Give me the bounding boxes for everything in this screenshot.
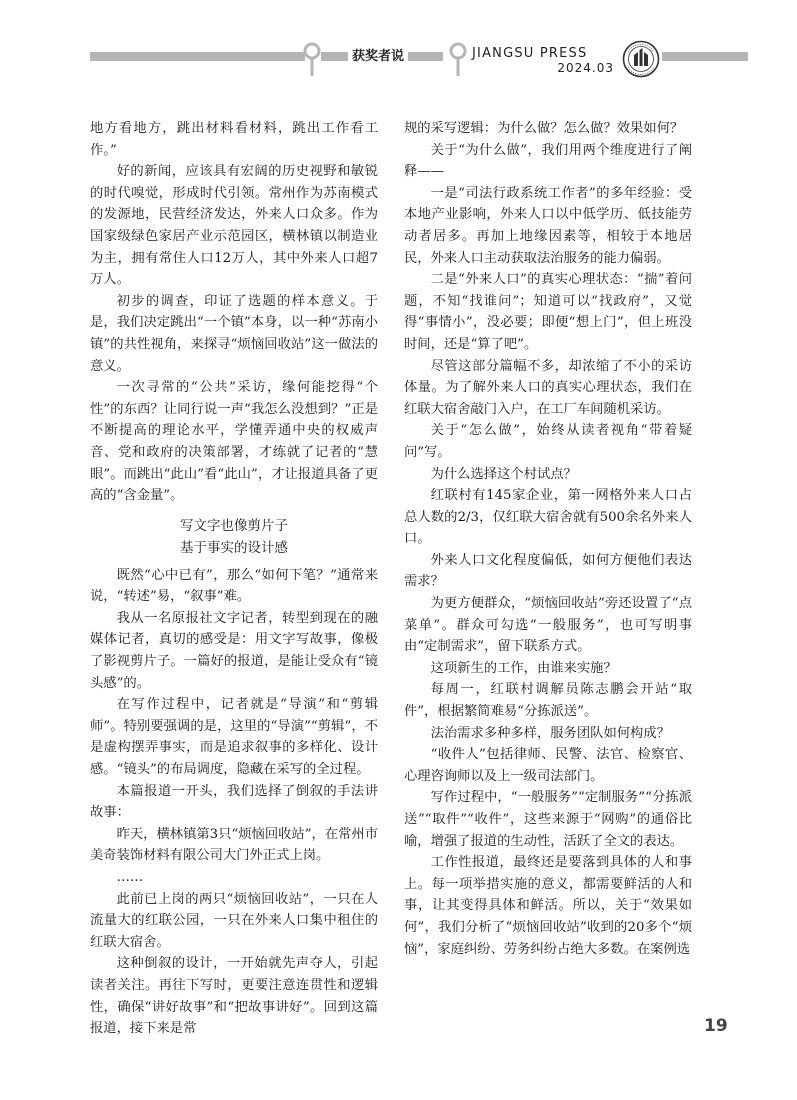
ellipsis: ……: [116, 870, 144, 885]
page-number: 19: [704, 1016, 728, 1036]
paragraph: 红联村有145家企业，第一网格外来人口占总人数的2/3，仅红联大宿舍就有500余名外来人口。: [404, 488, 692, 547]
paragraph: 地方看地方，跳出材料看材料，跳出工作看工作。”: [90, 121, 378, 158]
quoted-paragraph: 此前已上岗的两只“烦恼回收站”，一只在人流量大的红联公园，一只在外来人口集中租住的红联大宿舍。: [90, 891, 378, 950]
pin-marker-icon: [303, 42, 321, 76]
issue-number: 2024.03: [557, 61, 614, 75]
paragraph: 写作过程中，“一般服务”“定制服务”“分拣派送”“取件”“收件”，这些来源于“网购”的通俗比喻，增强了报道的生动性，活跃了全文的表达。: [404, 790, 692, 849]
header-rule-left: [90, 52, 305, 61]
paragraph: 初步的调查，印证了选题的样本意义。于是，我们决定跳出“一个镇”本身，以一种“苏南小镇”的共性视角，来探寻“烦恼回收站”这一做法的意义。: [90, 293, 378, 374]
paragraph: 本篇报道一开头，我们选择了倒叙的手法讲故事：: [90, 783, 378, 821]
left-column: [90, 118, 378, 1040]
right-column: [404, 118, 692, 960]
question-paragraph: 这项新生的工作，由谁来实施？: [430, 660, 617, 676]
section-title: 获奖者说: [348, 49, 408, 65]
paragraph: 好的新闻，应该具有宏阔的历史视野和敏锐的时代嗅觉，形成时代引领。常州作为苏南模式的发源地，民营经济发达，外来人口众多。作为国家级绿色家居产业示范园区，横林镇以制造业为主，拥有常住人口12万人，其中外来人口超7万人。: [90, 164, 378, 288]
question-paragraph: 为什么选择这个村试点？: [430, 466, 577, 482]
paragraph: “收件人”包括律师、民警、法官、检察官、心理咨询师以及上一级司法部门。: [404, 747, 692, 784]
paragraph: 工作性报道，最终还是要落到具体的人和事上。每一项举措实施的意义，都需要鲜活的人和事，让其变得具体和鲜活。所以，关于“效果如何”，我们分析了“烦恼回收站”收到的20多个“烦恼”，家庭纠纷、劳务纠纷占绝大多数。在案例选: [404, 855, 692, 957]
subheading: [90, 515, 378, 559]
subheading-line: 写文字也像剪片子: [180, 517, 288, 534]
paragraph: 一是“司法行政系统工作者”的多年经验：受本地产业影响，外来人口以中低学历、低技能劳动者居多。再加上地缘因素等，相较于本地居民，外来人口主动获取法治服务的能力偏弱。: [404, 185, 692, 266]
page-header: [0, 0, 797, 100]
paragraph: 规的采写逻辑：为什么做？怎么做？效果如何？: [404, 121, 684, 136]
press-association-seal-icon: [622, 40, 660, 78]
pin-marker-icon: [449, 42, 467, 76]
subheading-line: 基于事实的设计感: [180, 539, 288, 556]
header-rule-right: [662, 52, 748, 61]
paragraph: 为更方便群众，“烦恼回收站”旁还设置了“点菜单”。群众可勾选“一般服务”，也可写明事由“定制需求”，留下联系方式。: [404, 596, 692, 655]
paragraph: 我从一名原报社文字记者，转型到现在的融媒体记者，真切的感受是：用文字写故事，像极了影视剪片子。一篇好的报道，是能让受众有“镜头感”的。: [90, 610, 378, 691]
paragraph: 在写作过程中，记者就是“导演”和“剪辑师”。特别要强调的是，这里的“导演”“剪辑”，不是虚构摆弄事实，而是追求叙事的多样化、设计感。“镜头”的布局调度，隐藏在采写的全过程。: [90, 697, 378, 778]
quoted-paragraph: 昨天，横林镇第3只“烦恼回收站”，在常州市美奇装饰材料有限公司大门外正式上岗。: [90, 826, 378, 864]
paragraph: 关于“怎么做”，始终从读者视角“带着疑问”写。: [404, 423, 692, 460]
journal-brand: [472, 46, 620, 75]
paragraph: 关于“为什么做”，我们用两个维度进行了阐释——: [404, 142, 692, 180]
question-paragraph: 外来人口文化程度偏低，如何方便他们表达需求？: [404, 552, 692, 590]
paragraph: 既然“心中已有”，那么“如何下笔？”通常来说，“转述”易，“叙事”难。: [90, 567, 378, 605]
paragraph: 尽管这部分篇幅不多，却浓缩了不小的采访体量。为了解外来人口的真实心理状态，我们在红联大宿舍敲门入户，在工厂车间随机采访。: [404, 358, 692, 417]
paragraph: 每周一，红联村调解员陈志鹏会开站“取件”，根据繁简难易“分拣派送”。: [404, 682, 692, 720]
paragraph: 一次寻常的“公共”采访，缘何能挖得“个性”的东西？让同行说一声“我怎么没想到？”正是不断提高的理论水平，学懂弄通中央的权威声音、党和政府的决策部署，才练就了记者的“慧眼”。而跳出“此山”看“此山”，才让报道具备了更高的“含金量”。: [90, 380, 378, 504]
paragraph: 二是“外来人口”的真实心理状态：“揣”着问题，不知“找谁问”；知道可以“找政府”，又觉得“事情小”，没必要；即便“想上门”，但上班没时间，还是“算了吧”。: [404, 272, 692, 352]
journal-name: JIANGSU PRESS: [472, 46, 588, 61]
question-paragraph: 法治需求多种多样，服务团队如何构成？: [430, 725, 670, 741]
paragraph: 这种倒叙的设计，一开始就先声夺人，引起读者关注。再往下写时，更要注意连贯性和逻辑性，确保“讲好故事”和“把故事讲好”。回到这篇报道，接下来是常: [90, 956, 378, 1037]
